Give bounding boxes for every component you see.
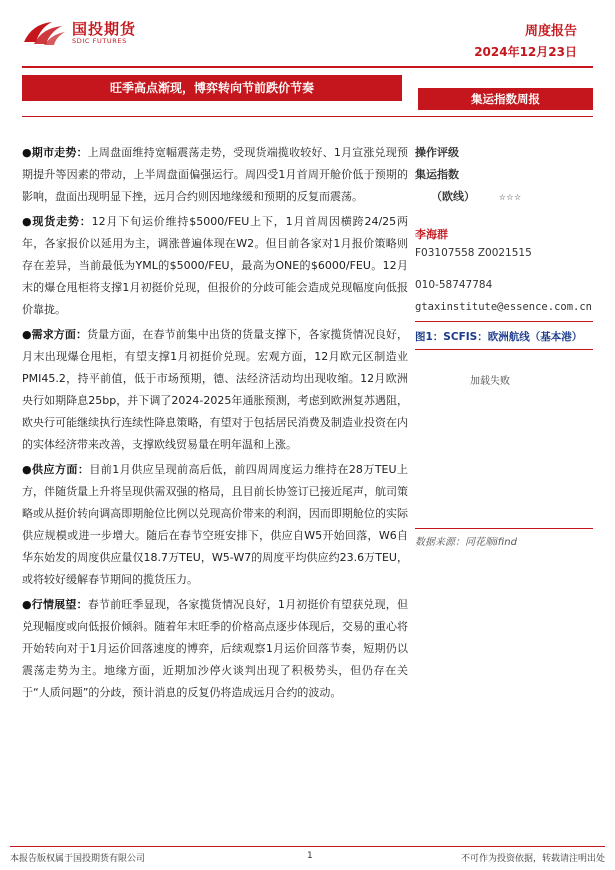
figure-placeholder — [415, 350, 593, 528]
logo-name-cn: 国投期货 — [72, 19, 137, 38]
report-header — [0, 0, 615, 70]
sidebar — [415, 142, 600, 548]
main-content — [22, 142, 408, 707]
paragraph-text: 目前1月供应呈现前高后低，前四周周度运力维持在28万TEU上方，伴随货量上升将呈现供需双强的格局，且目前长协签订已接近尾声，航司策略或从挺价转向调高即期舱位比例以兑现高价带来的利润，因而即期舱位的实际供应规模或进一步增大。随后在春节空班安排下，供应自W5开始回落，W6自华东始发的周度供应量仅18.7万TEU，W5-W7的周度平均供应约23.6万TEU，或将较好缓解春节期间的揽货压力。 — [22, 463, 408, 586]
footer-divider — [10, 846, 605, 847]
logo-globe-icon — [22, 18, 66, 48]
banner-divider — [22, 116, 593, 117]
footer-disclaimer: 不可作为投资依据，转载请注明出处 — [460, 854, 605, 864]
paragraph-outlook — [22, 594, 408, 704]
logo-name-en: SDIC FUTURES — [72, 36, 127, 45]
rating-stars-icon: ☆☆☆ — [499, 190, 522, 203]
data-source: 数据来源：同花顺ifind — [415, 537, 517, 548]
paragraph-futures-trend — [22, 142, 408, 208]
section-label-banner: 集运指数周报 — [418, 88, 593, 110]
paragraph-demand — [22, 324, 408, 456]
analyst-license: F03107558 Z0021515 — [415, 247, 532, 259]
report-title-banner: 旺季高点渐现，博弈转向节前跌价节奏 — [22, 75, 402, 101]
report-date: 2024年12月23日 — [474, 45, 577, 59]
figure-bottom-rule — [415, 528, 593, 529]
page-number: 1 — [307, 851, 313, 861]
figure-top-rule — [415, 321, 593, 322]
header-divider — [22, 66, 593, 68]
paragraph-text: 春节前旺季显现，各家揽货情况良好，1月初挺价有望获兑现，但兑现幅度或向低报价倾斜。随着年末旺季的价格高点逐步体现后，交易的重心将开始转向对于1月运价回落速度的博弈，后续观察1月运价回落节奏，短期仍以震荡走势为主。地缘方面，近期加沙停火谈判出现了积极势头，但仍存在关于“人质问题”的分歧，预计消息的反复仍将造成远月合约的波动。 — [22, 598, 408, 699]
rating-route: （欧线） — [431, 190, 475, 203]
paragraph-spot-trend — [22, 211, 408, 321]
analyst-email[interactable]: gtaxinstitute@essence.com.cn — [415, 301, 593, 313]
paragraph-text: 12月下旬运价维持$5000/FEU上下，1月首周因横跨24/25两年，各家报价以延用为主，调涨普遍体现在W2。但目前各家对1月报价策略则存在差异，当前最低为YML的$5000/FEU，最高为ONE的$6000/FEU。12月末的爆仓甩柜将支撑1月初挺价兑现，但报价的分歧可能会造成兑现幅度向低报价靠拢。 — [22, 215, 408, 316]
analyst-phone: 010-58747784 — [415, 279, 493, 291]
analyst-name: 李海群 — [415, 228, 448, 241]
figure-title: 图1：SCFIS：欧洲航线（基本港） — [415, 331, 583, 343]
rating-row — [415, 186, 600, 208]
paragraph-text: 货量方面，在春节前集中出货的货量支撑下，各家揽货情况良好，月末出现爆仓甩柜，有望支撑1月初挺价兑现。宏观方面，12月欧元区制造业PMI45.2，持平前值，低于市场预期，德、法经济活动均出现收缩。12月欧洲央行如期降息25bp，并下调了2024-2025年通胀预测，考虑到欧洲复苏遇阻，欧央行可能继续执行连续性降息策略，有望对于包括居民消费及制造业投资在内的实体经济带来改善，支撑欧线贸易量在明年温和上涨。 — [22, 328, 408, 451]
company-logo — [22, 18, 136, 48]
paragraph-key: ●期市走势： — [22, 146, 88, 159]
paragraph-supply — [22, 459, 408, 591]
footer-copyright: 本报告版权属于国投期货有限公司 — [10, 854, 146, 864]
paragraph-key: ●行情展望： — [22, 598, 88, 611]
paragraph-key: ●供应方面： — [22, 463, 90, 476]
paragraph-text: 上周盘面维持宽幅震荡走势，受现货端揽收较好、1月宣涨兑现预期提升等因素的带动，上半周盘面偏强运行。周四受1月首周开舱价低于预期的影响，盘面出现明显下挫，远月合约则因地缘缓和预期的反复而震荡。 — [22, 146, 408, 203]
report-type: 周度报告 — [524, 24, 577, 39]
rating-title: 操作评级 — [415, 146, 459, 159]
figure-load-failed-text: 加载失败 — [470, 376, 510, 387]
rating-subject: 集运指数 — [415, 168, 459, 181]
paragraph-key: ●需求方面： — [22, 328, 88, 341]
paragraph-key: ●现货走势： — [22, 215, 92, 228]
